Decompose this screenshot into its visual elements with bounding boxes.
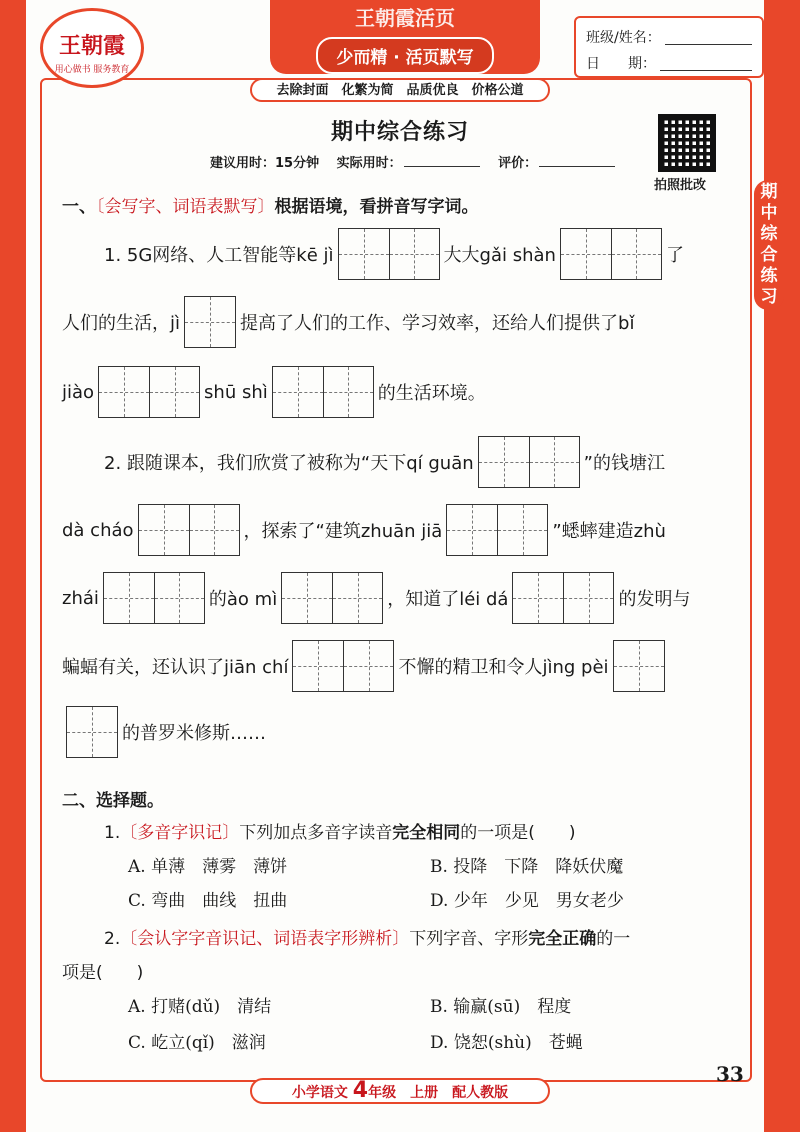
answer-grid[interactable] bbox=[292, 640, 394, 692]
evaluation-field[interactable] bbox=[539, 154, 615, 167]
q1-line3-text-c: 的生活环境。 bbox=[377, 383, 486, 404]
answer-grid[interactable] bbox=[272, 366, 374, 418]
actual-time-label: 实际用时： bbox=[336, 156, 402, 171]
section1-heading bbox=[62, 192, 479, 217]
mc-q2-option-c[interactable]: C. 屹立(qǐ) 滋润 bbox=[128, 1033, 266, 1053]
publisher-logo bbox=[40, 8, 144, 88]
q2-line3-text-d: 的发明与 bbox=[618, 589, 691, 610]
answer-grid[interactable] bbox=[560, 228, 662, 280]
class-name-row bbox=[586, 24, 752, 50]
date-field[interactable] bbox=[660, 56, 752, 71]
motto-strip: 去除封面 化繁为简 品质优良 价格公道 bbox=[250, 78, 550, 102]
q1-line3-text-a: jiào bbox=[62, 381, 95, 403]
mc-q1-emphasis: 完全相同 bbox=[392, 823, 461, 843]
answer-grid[interactable] bbox=[138, 504, 240, 556]
q2-line3 bbox=[62, 572, 690, 624]
q2-line2 bbox=[62, 504, 666, 556]
answer-grid[interactable] bbox=[478, 436, 580, 488]
mc-q1-option-b[interactable]: B. 投降 下降 降妖伏魔 bbox=[430, 857, 624, 877]
q1-line3-text-b: shū shì bbox=[204, 381, 268, 403]
q1-line2 bbox=[62, 296, 634, 348]
mc-q1-option-a[interactable]: A. 单薄 薄雾 薄饼 bbox=[128, 857, 288, 877]
answer-grid[interactable] bbox=[338, 228, 440, 280]
answer-grid[interactable] bbox=[512, 572, 614, 624]
class-name-label: 班级/姓名： bbox=[586, 30, 661, 46]
q2-line5 bbox=[62, 706, 266, 758]
qr-caption: 拍照批改 bbox=[654, 178, 707, 193]
mc-q2-post: 的一 bbox=[596, 929, 631, 949]
footer-strip bbox=[250, 1078, 550, 1104]
mc-q2-stem-line2: 项是( ) bbox=[62, 963, 144, 983]
mc-q1-option-c[interactable]: C. 弯曲 曲线 扭曲 bbox=[128, 891, 288, 911]
q2-line1-text-b: ”的钱塘江 bbox=[583, 453, 665, 474]
mc-q1-option-d[interactable]: D. 少年 少见 男女老少 bbox=[430, 891, 624, 911]
side-tab-label: 期中综合练习 bbox=[760, 182, 778, 307]
section1-instruction: 根据语境，看拼音写字词。 bbox=[274, 197, 479, 217]
footer-subject: 小学语文 bbox=[291, 1085, 348, 1101]
q2-line2-text-a: dà cháo bbox=[62, 519, 134, 541]
answer-grid[interactable] bbox=[98, 366, 200, 418]
mc-q2-number: 2. bbox=[104, 929, 121, 949]
qr-code-icon[interactable] bbox=[658, 114, 716, 172]
banner-slogan: 少而精 · 活页默写 bbox=[316, 37, 493, 74]
page-number: 33 bbox=[716, 1062, 744, 1086]
q2-line5-text-a: 的普罗米修斯…… bbox=[122, 723, 266, 744]
answer-grid[interactable] bbox=[281, 572, 383, 624]
section1-tag: 〔会写字、词语表默写〕 bbox=[96, 197, 275, 217]
q2-line4-text-b: 不懈的精卫和令人jìng pèi bbox=[398, 657, 609, 678]
mc-q1-tag: 〔多音字识记〕 bbox=[120, 823, 240, 843]
mc-q1-pre: 下列加点多音字读音 bbox=[239, 823, 393, 843]
mc-q1-number: 1. bbox=[104, 823, 121, 843]
q1-line2-text-b: 提高了人们的工作、学习效率，还给人们提供了bǐ bbox=[240, 313, 635, 334]
mc-q2-tag: 〔会认字字音识记、词语表字形辨析〕 bbox=[120, 929, 410, 949]
q1-line1-text-c: 了 bbox=[665, 245, 684, 266]
q2-line2-text-c: ”蟋蟀建造zhù bbox=[552, 521, 666, 542]
q1-line2-text-a: 人们的生活，jì bbox=[62, 313, 181, 334]
q1-line1 bbox=[104, 228, 684, 280]
q2-line4 bbox=[62, 640, 669, 692]
footer-grade-number: 4 bbox=[352, 1078, 369, 1103]
side-tab bbox=[754, 180, 784, 310]
banner-brand: 王朝霞活页 bbox=[355, 6, 455, 30]
mc-q2-option-a[interactable]: A. 打赌(dǔ) 清结 bbox=[128, 997, 272, 1017]
section1-number: 一、 bbox=[62, 197, 96, 217]
header-banner bbox=[270, 0, 540, 74]
mc-q1-stem bbox=[104, 818, 576, 843]
section2-heading: 二、选择题。 bbox=[62, 791, 164, 811]
actual-time-field[interactable] bbox=[404, 154, 480, 167]
mc-q1-post: 的一项是( ) bbox=[460, 823, 576, 843]
answer-grid[interactable] bbox=[66, 706, 118, 758]
mc-q2-stem bbox=[104, 924, 630, 949]
q1-line1-text-b: 大大gǎi shàn bbox=[443, 245, 556, 266]
q2-line1-text-a: 2. 跟随课本，我们欣赏了被称为“天下qí guān bbox=[104, 453, 474, 474]
time-meta bbox=[210, 152, 629, 171]
q2-line3-text-b: 的ào mì bbox=[208, 589, 278, 610]
student-info-box bbox=[574, 16, 764, 78]
answer-grid[interactable] bbox=[103, 572, 205, 624]
evaluation-label: 评价： bbox=[498, 156, 538, 171]
q2-line4-text-a: 蝙蝠有关，还认识了jiān chí bbox=[62, 657, 289, 678]
mc-q2-emphasis: 完全正确 bbox=[528, 929, 597, 949]
q2-line3-text-c: ，知道了léi dá bbox=[387, 589, 509, 610]
q2-line2-text-b: ，探索了“建筑zhuān jiā bbox=[243, 521, 443, 542]
class-name-field[interactable] bbox=[665, 30, 752, 45]
mc-q2-option-b[interactable]: B. 输赢(sū) 程度 bbox=[430, 997, 572, 1017]
date-row bbox=[586, 50, 752, 76]
logo-text: 王朝霞 bbox=[58, 33, 125, 59]
answer-grid[interactable] bbox=[613, 640, 665, 692]
answer-grid[interactable] bbox=[184, 296, 236, 348]
logo-subtitle: 用心做书 服务教育 bbox=[54, 65, 130, 75]
mc-q2-pre: 下列字音、字形 bbox=[409, 929, 529, 949]
q2-line3-text-a: zhái bbox=[62, 587, 99, 609]
suggested-time: 建议用时：15分钟 bbox=[210, 156, 320, 171]
answer-grid[interactable] bbox=[446, 504, 548, 556]
mc-q2-option-d[interactable]: D. 饶恕(shù) 苍蝇 bbox=[430, 1033, 583, 1053]
footer-grade-rest: 年级 上册 配人教版 bbox=[368, 1085, 509, 1101]
page-title: 期中综合练习 bbox=[330, 120, 469, 145]
q1-line3 bbox=[62, 366, 486, 418]
q1-line1-text-a: 1. 5G网络、人工智能等kē jì bbox=[104, 245, 334, 266]
q2-line1 bbox=[104, 436, 665, 488]
date-label: 日 期： bbox=[586, 56, 656, 72]
